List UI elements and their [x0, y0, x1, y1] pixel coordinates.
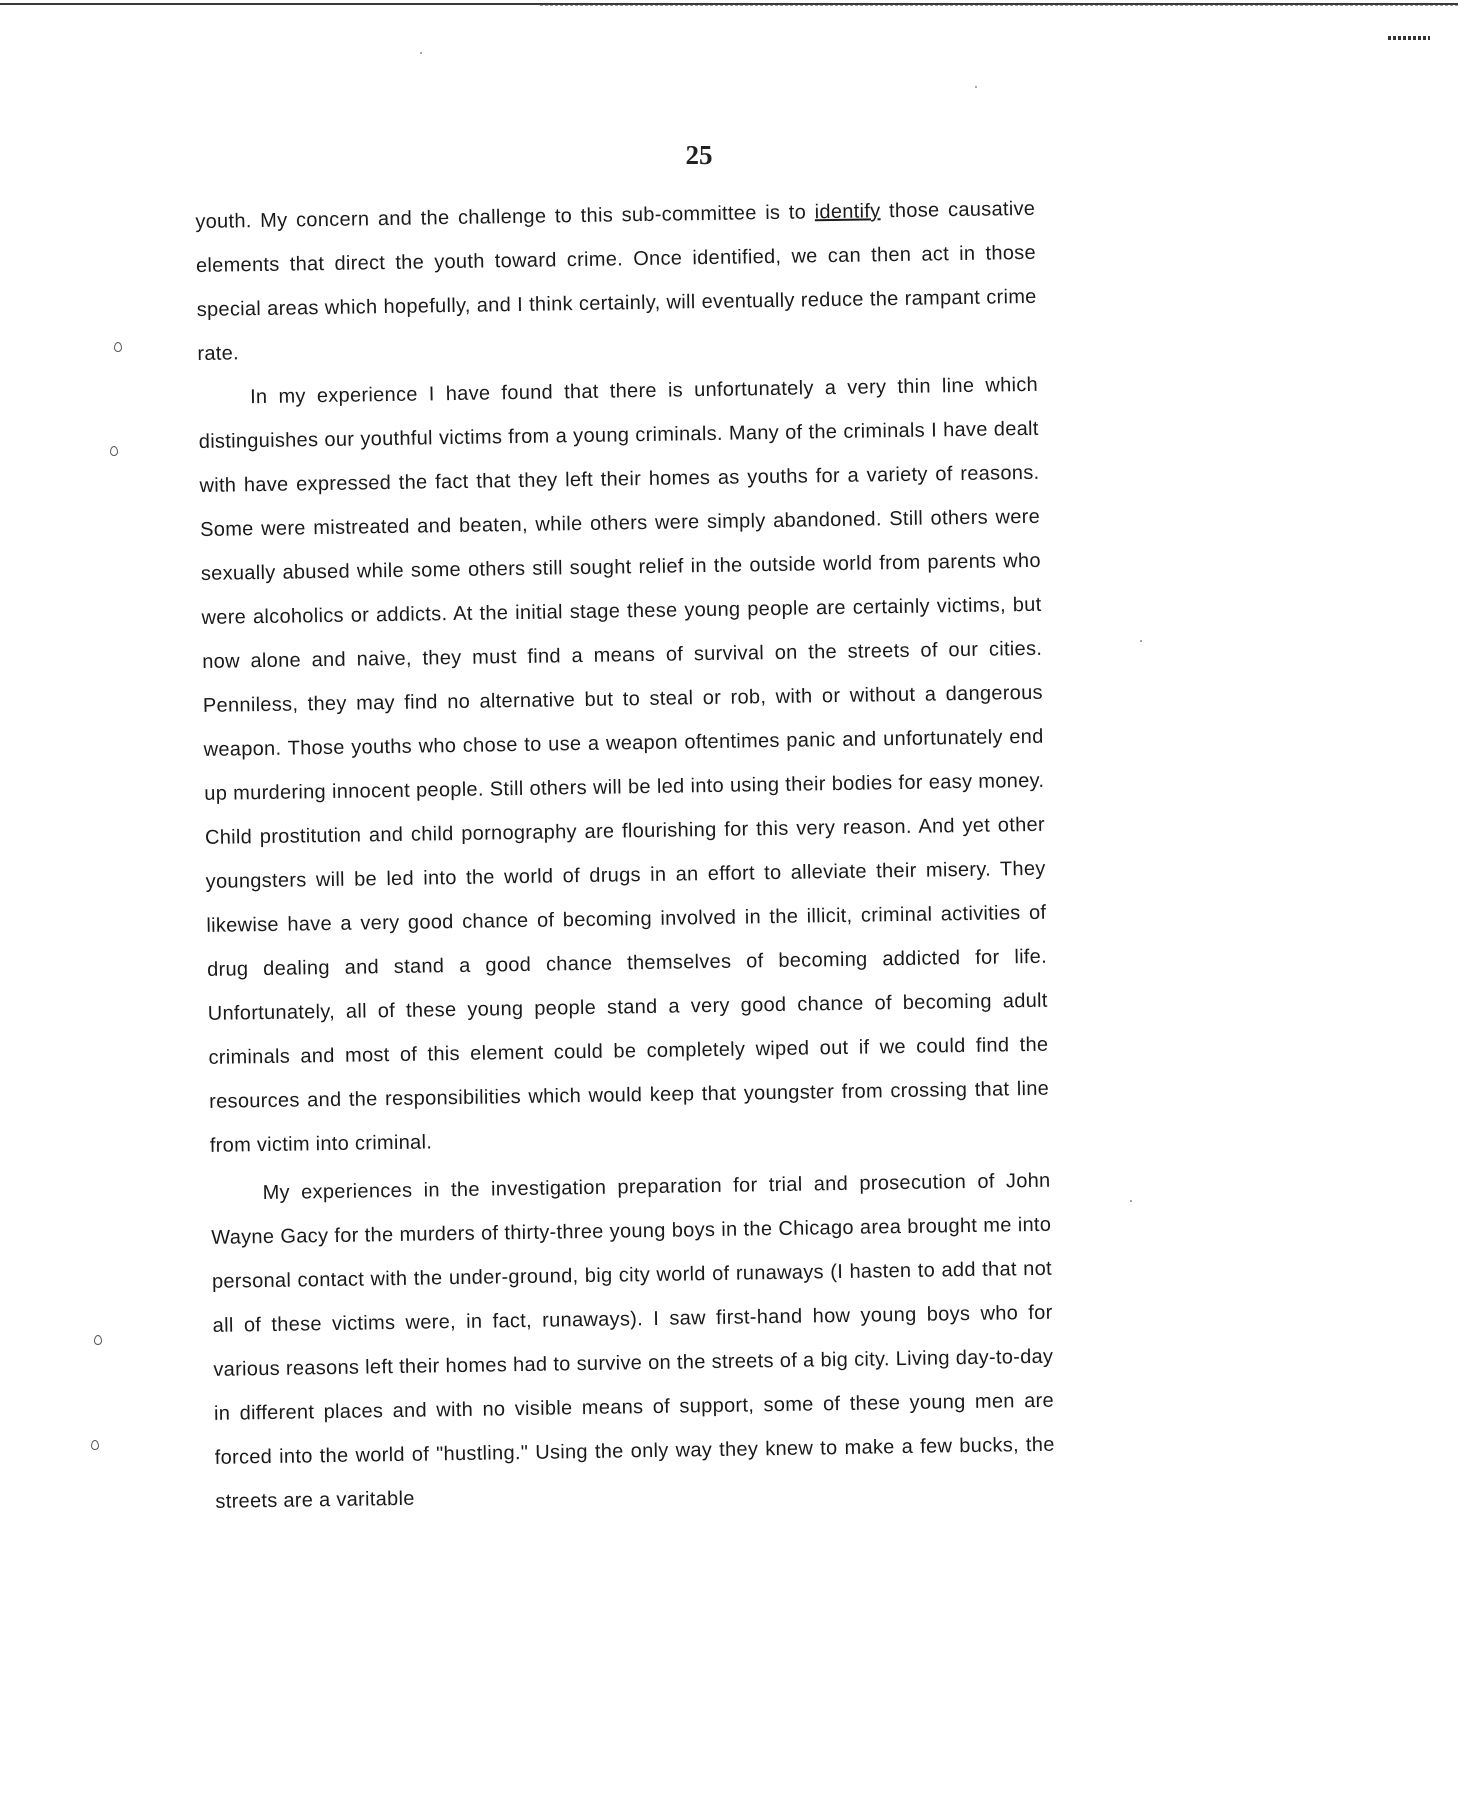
page-number: 25: [685, 140, 713, 170]
margin-hole-mark: [91, 1440, 99, 1450]
scan-speck: [1130, 1200, 1132, 1202]
margin-hole-mark: [114, 342, 122, 352]
underlined-word: identify: [814, 200, 881, 224]
paragraph-1-start: youth. My concern and the challenge to this sub-committee is to: [195, 201, 815, 233]
margin-hole-mark: [110, 446, 118, 456]
scan-speck: [420, 52, 422, 54]
scan-speck: [975, 86, 977, 88]
top-edge-rule-faint: [540, 5, 1458, 6]
paragraph-1-end: those causative elements that direct the youth toward crime. Once identified, we can then act in those special areas which hopefully, and I think certainly, will eventually reduce the rampant crime rate.: [195, 197, 1037, 365]
paragraph-1: [195, 187, 1038, 376]
paragraph-2: In my experience I have found that there is unfortunately a very thin line which distinguishes our youthful victims from a young criminals. Many of the criminals I have dealt with have expressed the fact that they left their homes as youths for a variety of reasons. Some were mistreated and beaten, while others were simply abandoned. Still others were sexually abused while some others still sought relief in the outside world from parents who were alcoholics or addicts. At the initial stage these young people are certainly victims, but now alone and naive, they must find a means of survival on the streets of our cities. Penniless, they may find no alternative but to steal or rob, with or without a dangerous weapon. Those youths who chose to use a weapon oftentimes panic and unfortunately end up murdering innocent people. Still others will be led into using their bodies for easy money. Child prostitution and child pornography are flourishing for this very reason. And yet other youngsters will be led into the world of drugs in an effort to alleviate their misery. They likewise have a very good chance of becoming involved in the illicit, criminal activities of drug dealing and stand a good chance themselves of becoming addicted for life. Unfortunately, all of these young people stand a very good chance of becoming adult criminals and most of this element could be completely wiped out if we could find the resources and the responsibilities which would keep that youngster from crossing that line from victim into criminal.: [198, 373, 1050, 1157]
body-text: [195, 187, 1056, 1524]
corner-scan-mark: [1388, 36, 1430, 40]
scan-speck: [1140, 640, 1142, 642]
margin-hole-mark: [94, 1335, 102, 1345]
paragraph-3: My experiences in the investigation preparation for trial and prosecution of John Wayne Gacy for the murders of thirty-three young boys in the Chicago area brought me into personal contact with the under-ground, big city world of runaways (I hasten to add that not all of these victims were, in fact, runaways). I saw first-hand how young boys who for various reasons left their homes had to survive on the streets of a big city. Living day-to-day in different places and with no visible means of support, some of these young men are forced into the world of "hustling." Using the only way they knew to make a few bucks, the streets are a varitable: [211, 1169, 1055, 1513]
